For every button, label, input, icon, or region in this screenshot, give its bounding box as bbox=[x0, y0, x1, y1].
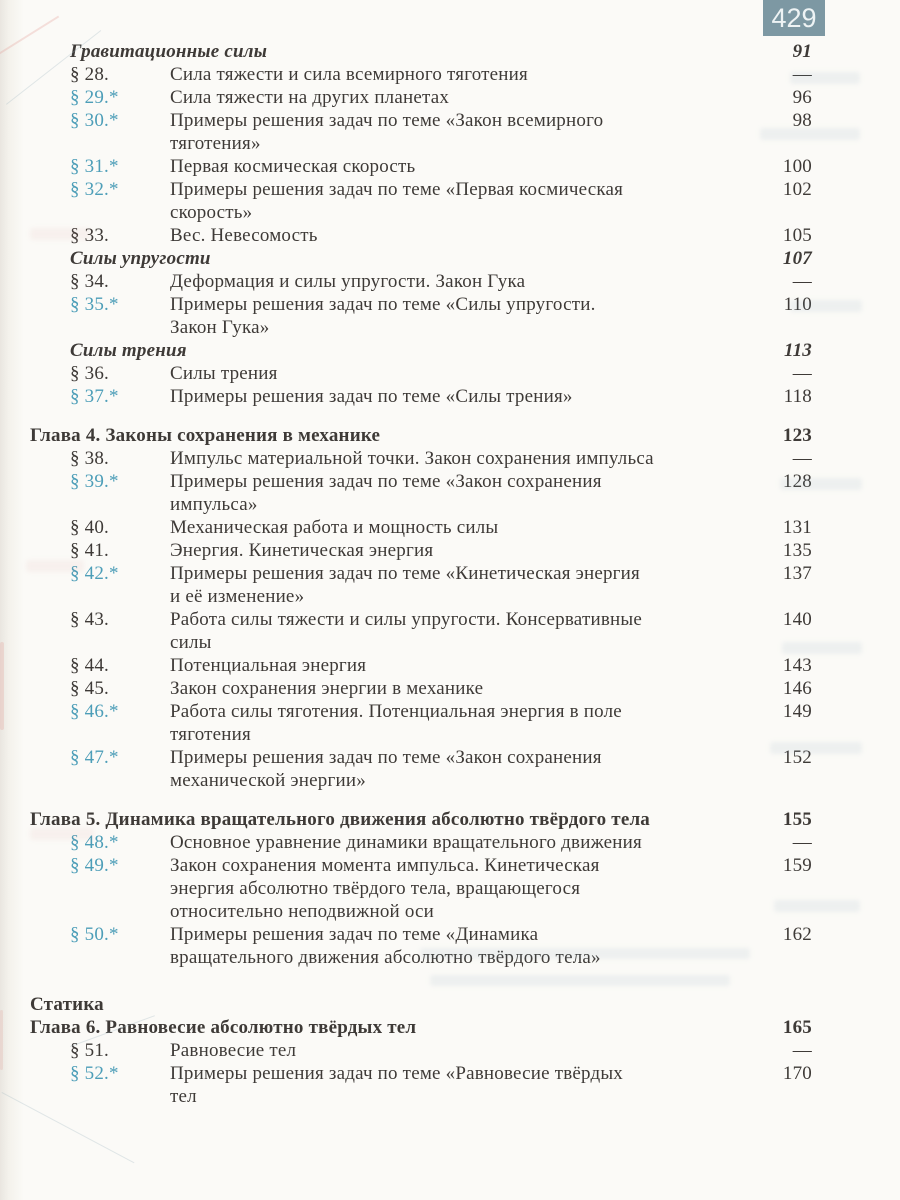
entry-number: § 48.* bbox=[70, 832, 119, 853]
title-line bbox=[170, 854, 760, 877]
entry-number: § 50.* bbox=[70, 924, 119, 945]
title-line bbox=[170, 723, 760, 746]
toc-chapter-row bbox=[30, 424, 812, 447]
bleed-through-smudge bbox=[430, 975, 730, 986]
leader-dots bbox=[285, 362, 756, 385]
page-number: 170 bbox=[782, 1063, 812, 1084]
page-number: 131 bbox=[782, 517, 812, 538]
title-text: механической энергии» bbox=[170, 770, 366, 791]
title-line bbox=[170, 362, 760, 385]
leader-dots bbox=[649, 831, 756, 854]
title-text: Потенциальная энергия bbox=[170, 655, 367, 676]
title-text: импульса» bbox=[170, 494, 258, 515]
page-number: 110 bbox=[783, 294, 812, 315]
title-line bbox=[170, 923, 760, 946]
entry-number: § 51. bbox=[70, 1040, 109, 1061]
title-line bbox=[170, 631, 760, 654]
leader-dots bbox=[194, 339, 756, 362]
entry-number: § 32.* bbox=[70, 179, 119, 200]
title-line bbox=[170, 877, 760, 900]
page-number: 149 bbox=[782, 701, 812, 722]
leader-dots bbox=[373, 769, 756, 792]
title-text: Силы упругости bbox=[70, 248, 211, 269]
page-number: 137 bbox=[782, 563, 812, 584]
page-edge-mark bbox=[0, 642, 4, 730]
title-text: Работа силы тяжести и силы упругости. Консервативные bbox=[170, 609, 642, 630]
entry-number: § 33. bbox=[70, 225, 109, 246]
title-text: Закон сохранения энергии в механике bbox=[170, 678, 484, 699]
leader-dots bbox=[303, 1039, 756, 1062]
toc-part-row bbox=[30, 993, 812, 1016]
entry-number: § 38. bbox=[70, 448, 109, 469]
title-line bbox=[170, 493, 760, 516]
title-text: Силы трения bbox=[170, 363, 278, 384]
title-text: Глава 4. Законы сохранения в механике bbox=[30, 425, 381, 446]
entry-number: § 46.* bbox=[70, 701, 119, 722]
title-line bbox=[170, 447, 760, 470]
leader-dots bbox=[219, 631, 756, 654]
bleed-through-smudge bbox=[782, 642, 862, 654]
title-line bbox=[170, 585, 760, 608]
entry-title bbox=[170, 923, 760, 969]
leader-dots bbox=[440, 539, 756, 562]
entry-number: § 52.* bbox=[70, 1063, 119, 1084]
leader-dots bbox=[456, 86, 756, 109]
entry-title bbox=[170, 608, 760, 654]
title-text: Примеры решения задач по теме «Закон сохранения bbox=[170, 471, 602, 492]
title-text: тяготения» bbox=[170, 133, 261, 154]
title-text: Примеры решения задач по теме «Динамика bbox=[170, 924, 539, 945]
page-number: 100 bbox=[782, 156, 812, 177]
entry-title bbox=[170, 516, 760, 539]
entry-title bbox=[170, 831, 760, 854]
title-text: Энергия. Кинетическая энергия bbox=[170, 540, 434, 561]
toc-entry bbox=[70, 608, 812, 654]
entry-title bbox=[30, 424, 760, 447]
entry-title bbox=[170, 854, 760, 923]
title-text: Примеры решения задач по теме «Кинетическая энергия bbox=[170, 563, 640, 584]
bleed-through-smudge bbox=[26, 560, 84, 572]
title-text: Силы трения bbox=[70, 340, 187, 361]
title-line bbox=[170, 201, 760, 224]
title-text: энергия абсолютно твёрдого тела, вращающегося bbox=[170, 878, 581, 899]
entry-title bbox=[170, 1062, 760, 1108]
title-text: Примеры решения задач по теме «Равновесие твёрдых bbox=[170, 1063, 624, 1084]
bleed-through-smudge bbox=[420, 948, 750, 959]
toc-entry bbox=[70, 470, 812, 516]
entry-title bbox=[170, 293, 760, 339]
entry-number: § 36. bbox=[70, 363, 109, 384]
leader-space bbox=[654, 447, 760, 470]
toc-entry bbox=[70, 293, 812, 339]
page-number: 118 bbox=[783, 386, 812, 407]
entry-title bbox=[170, 63, 760, 86]
entry-title bbox=[70, 339, 760, 362]
title-line bbox=[170, 132, 760, 155]
entry-number: § 34. bbox=[70, 271, 109, 292]
entry-number: § 45. bbox=[70, 678, 109, 699]
title-text: Равновесие тел bbox=[170, 1040, 297, 1061]
title-line bbox=[30, 993, 812, 1016]
title-text: Глава 5. Динамика вращательного движения абсолютно твёрдого тела bbox=[30, 809, 651, 830]
title-text: Примеры решения задач по теме «Закон всемирного bbox=[170, 110, 604, 131]
entry-title bbox=[170, 362, 760, 385]
entry-title bbox=[30, 993, 812, 1016]
page-number: 91 bbox=[792, 41, 812, 62]
page-number: — bbox=[792, 1040, 812, 1061]
page-number: 135 bbox=[782, 540, 812, 561]
title-text: Механическая работа и мощность силы bbox=[170, 517, 499, 538]
entry-title bbox=[170, 86, 760, 109]
entry-number: § 28. bbox=[70, 64, 109, 85]
entry-title bbox=[170, 385, 760, 408]
leader-dots bbox=[535, 63, 756, 86]
entry-title bbox=[170, 178, 760, 224]
entry-number: § 44. bbox=[70, 655, 109, 676]
page-number: — bbox=[792, 271, 812, 292]
title-line bbox=[170, 224, 760, 247]
title-text: Деформация и силы упругости. Закон Гука bbox=[170, 271, 526, 292]
leader-dots bbox=[422, 155, 756, 178]
title-text: Примеры решения задач по теме «Первая космическая bbox=[170, 179, 624, 200]
leader-dots bbox=[258, 723, 756, 746]
title-text: Примеры решения задач по теме «Закон сохранения bbox=[170, 747, 602, 768]
entry-number: § 43. bbox=[70, 609, 109, 630]
entry-number: § 49.* bbox=[70, 855, 119, 876]
toc-chapter-row bbox=[30, 808, 812, 831]
entry-title bbox=[170, 654, 760, 677]
leader-dots bbox=[423, 1016, 756, 1039]
title-line bbox=[170, 86, 760, 109]
entry-title bbox=[170, 109, 760, 155]
page-number: 98 bbox=[792, 110, 812, 131]
entry-title bbox=[170, 224, 760, 247]
title-text: Закон сохранения момента импульса. Кинетическая bbox=[170, 855, 600, 876]
page-number: 146 bbox=[782, 678, 812, 699]
leader-dots bbox=[218, 247, 756, 270]
page-number: 128 bbox=[782, 471, 812, 492]
leader-dots bbox=[311, 585, 756, 608]
bleed-through-smudge bbox=[774, 900, 860, 912]
leader-dots bbox=[274, 40, 756, 63]
toc-entry bbox=[70, 654, 812, 677]
page-number: 143 bbox=[782, 655, 812, 676]
title-line bbox=[170, 516, 760, 539]
page-number: — bbox=[792, 64, 812, 85]
toc-entry bbox=[70, 362, 812, 385]
leader-dots bbox=[505, 516, 756, 539]
entry-number: § 30.* bbox=[70, 110, 119, 131]
title-line bbox=[170, 109, 760, 132]
leader-dots bbox=[373, 654, 756, 677]
title-text: относительно неподвижной оси bbox=[170, 901, 435, 922]
page-number: — bbox=[792, 448, 812, 469]
bleed-through-smudge bbox=[790, 72, 860, 84]
title-text: Работа силы тяготения. Потенциальная энергия в поле bbox=[170, 701, 622, 722]
title-line bbox=[170, 178, 760, 201]
toc-entry bbox=[70, 831, 812, 854]
leader-dots bbox=[387, 424, 756, 447]
title-line bbox=[30, 808, 760, 831]
entry-number: § 47.* bbox=[70, 747, 119, 768]
entry-title bbox=[170, 562, 760, 608]
bleed-through-smudge bbox=[760, 128, 860, 140]
leader-dots bbox=[325, 224, 756, 247]
title-text: Основное уравнение динамики вращательного движения bbox=[170, 832, 642, 853]
entry-number: § 31.* bbox=[70, 156, 119, 177]
toc-entry bbox=[70, 746, 812, 792]
title-text: и её изменение» bbox=[170, 586, 305, 607]
title-line bbox=[170, 769, 760, 792]
title-line bbox=[70, 339, 760, 362]
title-line bbox=[170, 900, 760, 923]
entry-title bbox=[30, 808, 760, 831]
title-text: силы bbox=[170, 632, 212, 653]
title-text: Сила тяжести и сила всемирного тяготения bbox=[170, 64, 528, 85]
entry-number: § 42.* bbox=[70, 563, 119, 584]
page-number: 96 bbox=[792, 87, 812, 108]
page-number-badge: 429 bbox=[763, 0, 825, 36]
bleed-through-smudge bbox=[780, 478, 862, 490]
title-line bbox=[170, 1062, 760, 1085]
entry-number: § 40. bbox=[70, 517, 109, 538]
toc-entry bbox=[70, 923, 812, 969]
title-text: Глава 6. Равновесие абсолютно твёрдых тел bbox=[30, 1017, 417, 1038]
toc-entry bbox=[70, 63, 812, 86]
title-line bbox=[170, 270, 760, 293]
title-line bbox=[170, 562, 760, 585]
entry-title bbox=[170, 1039, 760, 1062]
toc-entry bbox=[70, 677, 812, 700]
toc-entry bbox=[70, 516, 812, 539]
title-line bbox=[170, 654, 760, 677]
title-text: тел bbox=[170, 1086, 197, 1107]
entry-title bbox=[170, 270, 760, 293]
leader-dots bbox=[259, 201, 756, 224]
leader-dots bbox=[441, 900, 756, 923]
entry-title bbox=[170, 677, 760, 700]
toc-entry bbox=[70, 1062, 812, 1108]
bleed-through-smudge bbox=[770, 742, 862, 754]
entry-title bbox=[170, 447, 760, 470]
toc-entry bbox=[70, 539, 812, 562]
title-line bbox=[170, 155, 760, 178]
toc-entry bbox=[70, 385, 812, 408]
page-number: 113 bbox=[783, 340, 812, 361]
title-text: Примеры решения задач по теме «Силы трения» bbox=[170, 386, 573, 407]
entry-number: § 29.* bbox=[70, 87, 119, 108]
page-number: — bbox=[792, 363, 812, 384]
toc-subsection-row bbox=[70, 40, 812, 63]
title-line bbox=[170, 1085, 760, 1108]
title-text: Примеры решения задач по теме «Силы упругости. bbox=[170, 294, 596, 315]
title-text: Импульс материальной точки. Закон сохранения импульса bbox=[170, 448, 654, 469]
leader-dots bbox=[276, 316, 756, 339]
entry-title bbox=[170, 539, 760, 562]
page-number: 159 bbox=[782, 855, 812, 876]
title-text: Закон Гука» bbox=[170, 317, 270, 338]
page-edge-mark bbox=[0, 1010, 3, 1070]
leader-dots bbox=[580, 385, 756, 408]
toc-entry bbox=[70, 224, 812, 247]
page-number: — bbox=[792, 832, 812, 853]
toc-entry bbox=[70, 854, 812, 923]
title-line bbox=[170, 385, 760, 408]
leader-dots bbox=[532, 270, 756, 293]
toc-entry bbox=[70, 155, 812, 178]
leader-dots bbox=[204, 1085, 756, 1108]
page-number: 105 bbox=[782, 225, 812, 246]
bleed-through-smudge bbox=[30, 228, 90, 240]
entry-title bbox=[70, 247, 760, 270]
title-line bbox=[70, 40, 760, 63]
title-line bbox=[170, 608, 760, 631]
title-line bbox=[30, 424, 760, 447]
page-number: 102 bbox=[782, 179, 812, 200]
title-line bbox=[170, 746, 760, 769]
page-number: 155 bbox=[782, 809, 812, 830]
leader-space bbox=[650, 808, 760, 831]
title-line bbox=[70, 247, 760, 270]
entry-number: § 41. bbox=[70, 540, 109, 561]
entry-title bbox=[170, 470, 760, 516]
title-text: Вес. Невесомость bbox=[170, 225, 318, 246]
toc-entry bbox=[70, 178, 812, 224]
page-number: 165 bbox=[782, 1017, 812, 1038]
entry-title bbox=[70, 40, 760, 63]
leader-dots bbox=[490, 677, 756, 700]
title-text: вращательного движения абсолютно твёрдого тела» bbox=[170, 947, 601, 968]
toc-subsection-row bbox=[70, 339, 812, 362]
toc-entry bbox=[70, 270, 812, 293]
toc-entry bbox=[70, 109, 812, 155]
title-line bbox=[170, 700, 760, 723]
title-text: Сила тяжести на других планетах bbox=[170, 87, 450, 108]
entry-number: § 35.* bbox=[70, 294, 119, 315]
title-text: скорость» bbox=[170, 202, 253, 223]
toc-entry bbox=[70, 447, 812, 470]
page-number: 107 bbox=[782, 248, 812, 269]
title-line bbox=[170, 63, 760, 86]
entry-title bbox=[170, 746, 760, 792]
title-text: Статика bbox=[30, 994, 104, 1015]
title-text: тяготения bbox=[170, 724, 251, 745]
entry-number: § 37.* bbox=[70, 386, 119, 407]
entry-title bbox=[170, 155, 760, 178]
toc-entry bbox=[70, 562, 812, 608]
toc-subsection-row bbox=[70, 247, 812, 270]
page-number: 123 bbox=[782, 425, 812, 446]
toc-entry bbox=[70, 700, 812, 746]
leader-dots bbox=[268, 132, 756, 155]
bleed-through-smudge bbox=[30, 828, 94, 840]
toc-entry bbox=[70, 1039, 812, 1062]
title-line bbox=[170, 316, 760, 339]
title-line bbox=[170, 831, 760, 854]
title-line bbox=[170, 677, 760, 700]
toc-chapter-row bbox=[30, 1016, 812, 1039]
title-text: Первая космическая скорость bbox=[170, 156, 416, 177]
title-line bbox=[170, 539, 760, 562]
entry-number: § 39.* bbox=[70, 471, 119, 492]
page-number: 140 bbox=[782, 609, 812, 630]
title-line bbox=[170, 293, 760, 316]
title-line bbox=[170, 470, 760, 493]
bleed-through-smudge bbox=[790, 300, 862, 312]
page-number: 152 bbox=[782, 747, 812, 768]
toc-entry bbox=[70, 86, 812, 109]
leader-dots bbox=[265, 493, 756, 516]
title-text: Гравитационные силы bbox=[70, 41, 268, 62]
page-number: 162 bbox=[782, 924, 812, 945]
title-line bbox=[170, 1039, 760, 1062]
entry-title bbox=[170, 700, 760, 746]
